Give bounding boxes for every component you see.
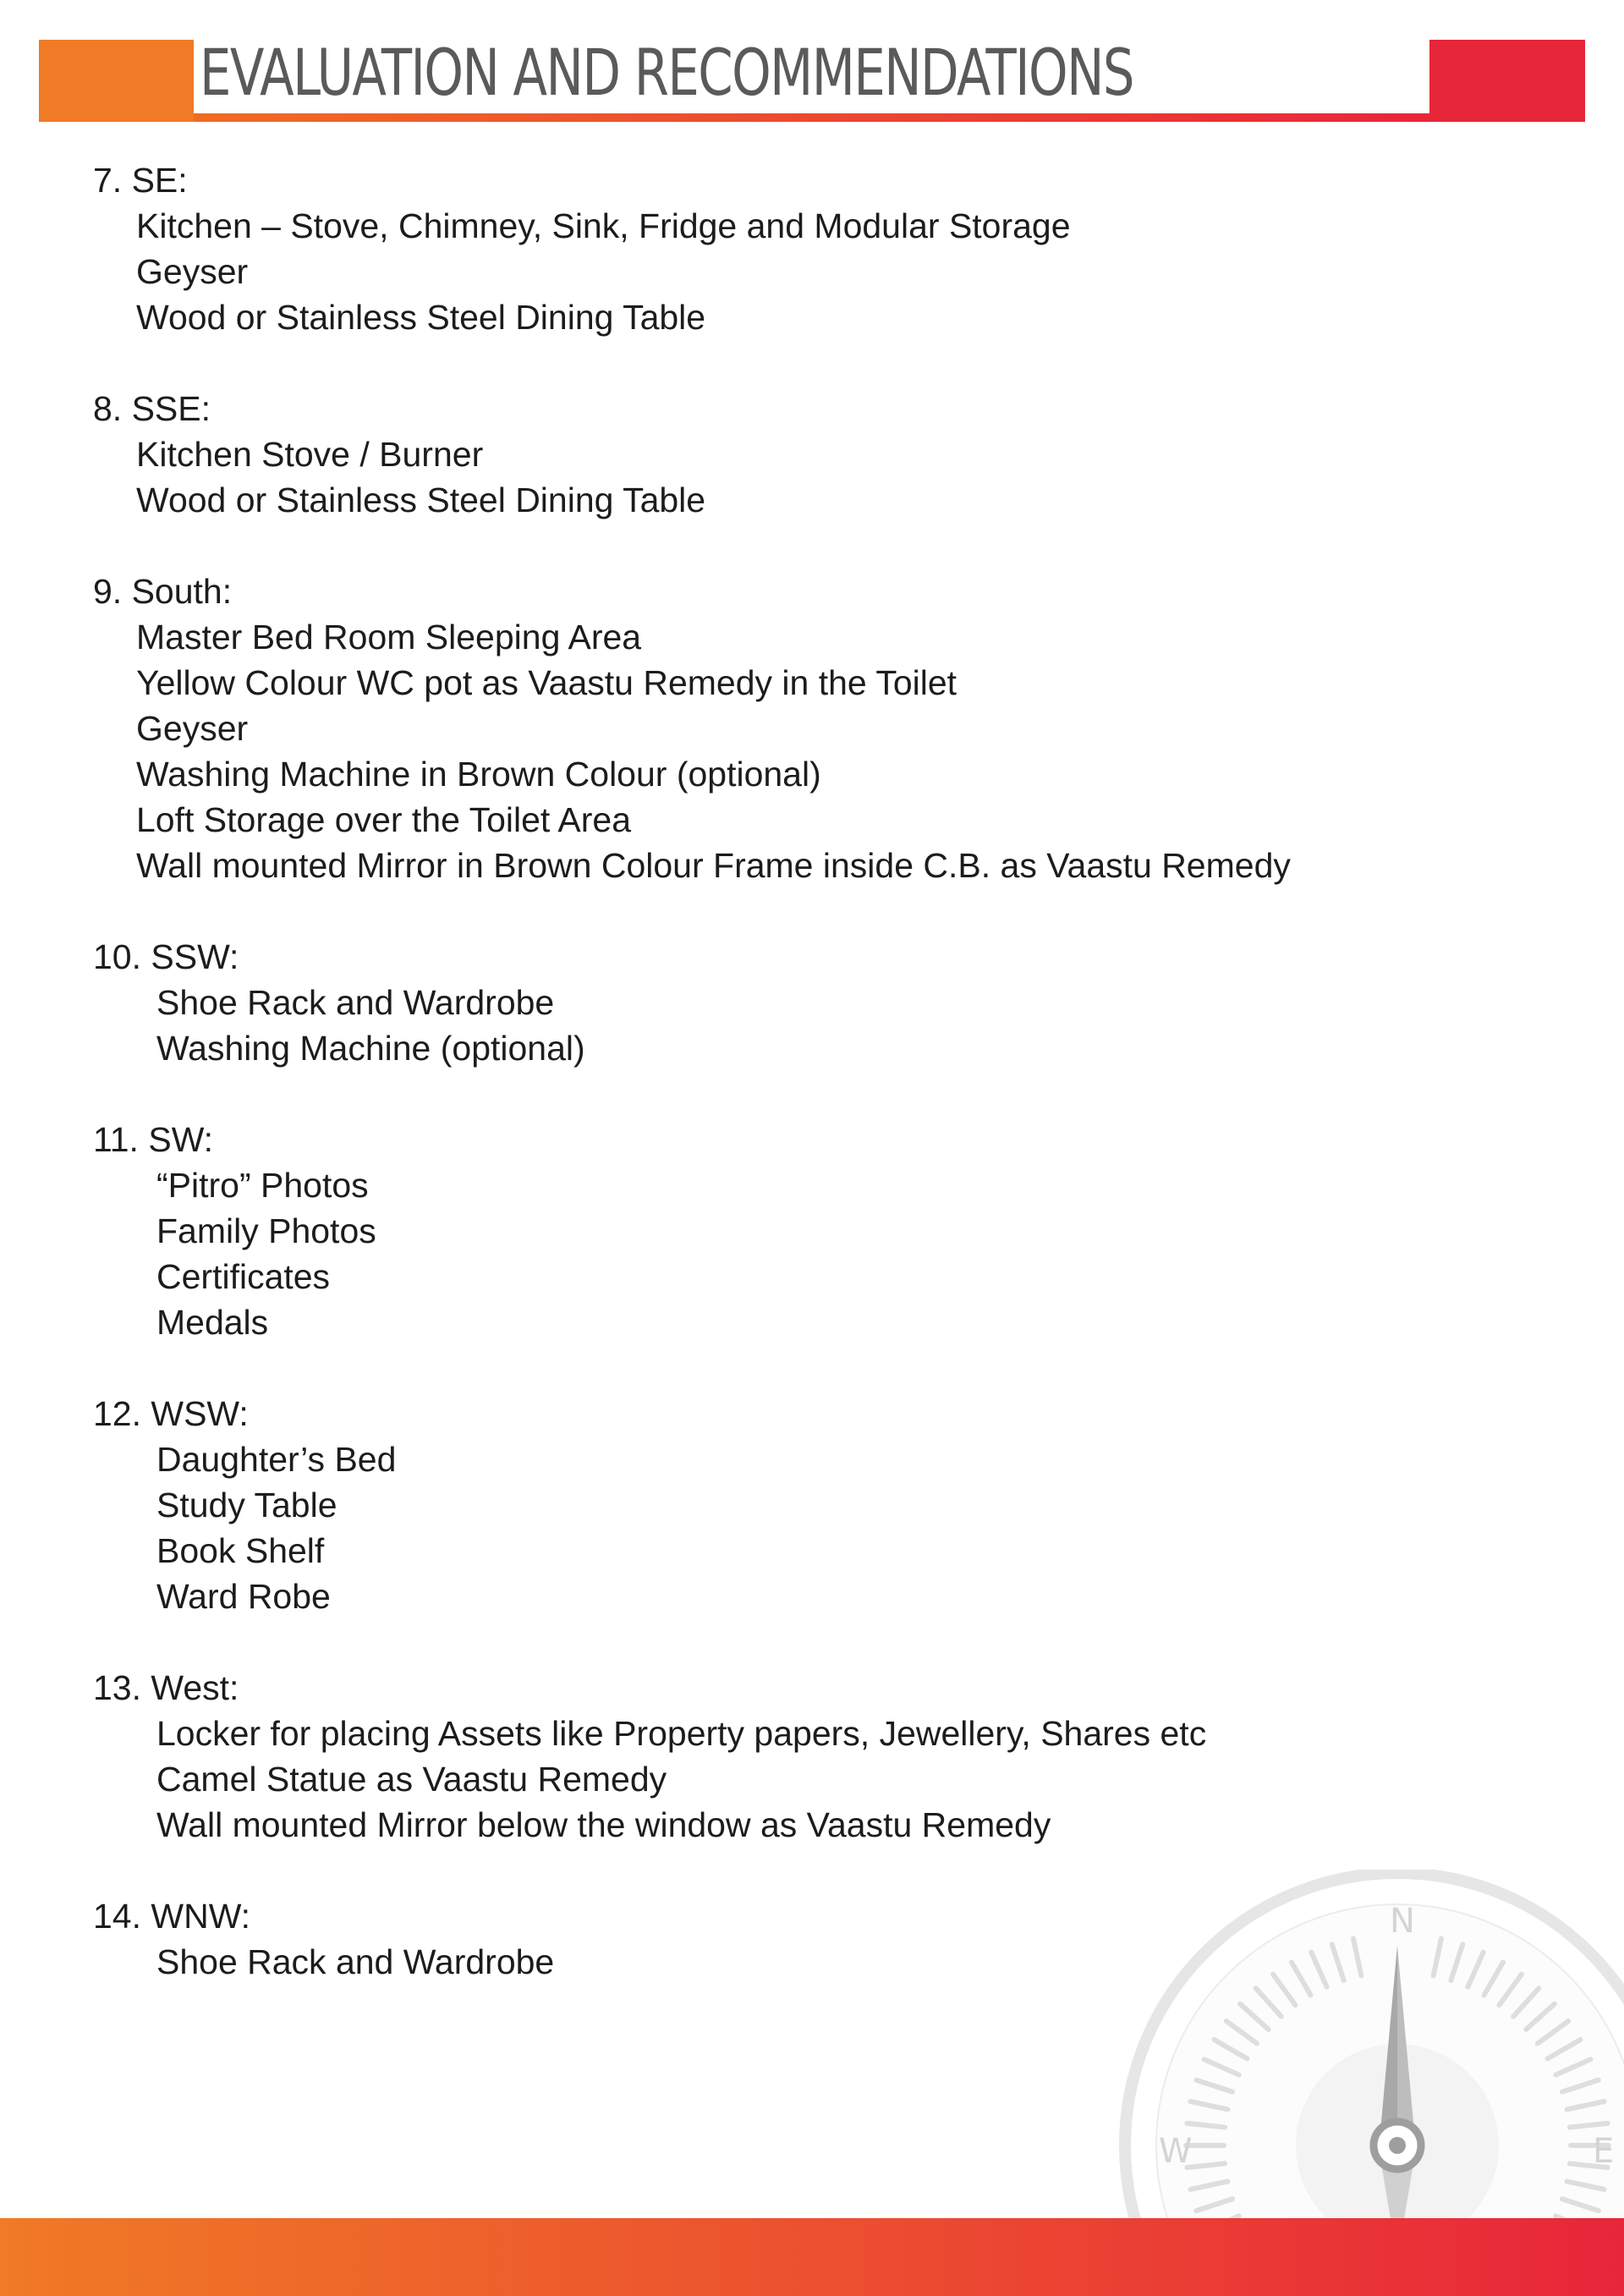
section-ssw: [93, 934, 1497, 1071]
list-item: Wood or Stainless Steel Dining Table: [136, 298, 706, 337]
list-item: Study Table: [156, 1486, 337, 1524]
item-list: [93, 1162, 1497, 1345]
section-heading: 14. WNW:: [93, 1897, 251, 1936]
section-heading: 11. SW:: [93, 1120, 214, 1159]
list-item: Washing Machine (optional): [156, 1029, 585, 1068]
footer-bar: [0, 2218, 1624, 2296]
list-item: Master Bed Room Sleeping Area: [136, 618, 642, 656]
list-item: “Pitro” Photos: [156, 1166, 369, 1205]
section-wsw: [93, 1391, 1497, 1619]
list-item: Washing Machine in Brown Colour (optional): [136, 755, 821, 794]
header-underline: [194, 113, 1429, 122]
compass-west-label: W: [1159, 2132, 1193, 2171]
item-list: [93, 1436, 1497, 1619]
header-red-block: [1429, 40, 1585, 122]
list-item: Ward Robe: [156, 1577, 331, 1616]
list-item: Wall mounted Mirror in Brown Colour Frame inside C.B. as Vaastu Remedy: [136, 846, 1291, 885]
compass-north-label: N: [1390, 1902, 1415, 1941]
section-south: [93, 569, 1497, 888]
section-heading: 12. WSW:: [93, 1394, 249, 1433]
item-list: [93, 1711, 1497, 1848]
list-item: Medals: [156, 1303, 269, 1342]
section-sse: [93, 386, 1497, 523]
list-item: Book Shelf: [156, 1531, 325, 1570]
section-se: [93, 157, 1497, 340]
list-item: Loft Storage over the Toilet Area: [136, 800, 632, 839]
list-item: Kitchen – Stove, Chimney, Sink, Fridge and Modular Storage: [136, 206, 1071, 245]
list-item: Locker for placing Assets like Property papers, Jewellery, Shares etc: [156, 1714, 1207, 1753]
list-item: Family Photos: [156, 1211, 376, 1250]
list-item: Shoe Rack and Wardrobe: [156, 1942, 555, 1981]
item-list: [93, 980, 1497, 1071]
compass-east-label: E: [1593, 2132, 1615, 2171]
list-item: Shoe Rack and Wardrobe: [156, 983, 555, 1022]
list-item: Geyser: [136, 252, 249, 291]
list-item: Wood or Stainless Steel Dining Table: [136, 481, 706, 519]
section-heading: 9. South:: [93, 572, 233, 611]
list-item: Yellow Colour WC pot as Vaastu Remedy in the Toilet: [136, 663, 957, 702]
section-heading: 10. SSW:: [93, 937, 239, 976]
item-list: [93, 203, 1497, 340]
page-title: EVALUATION AND RECOMMENDATIONS: [200, 35, 1133, 110]
list-item: Kitchen Stove / Burner: [136, 435, 484, 474]
item-list: [93, 431, 1497, 523]
list-item: Daughter’s Bed: [156, 1440, 397, 1479]
compass-icon: [1116, 1870, 1624, 2259]
list-item: Certificates: [156, 1257, 331, 1296]
section-heading: 8. SSE:: [93, 389, 211, 428]
recommendations-list: [93, 157, 1497, 2030]
item-list: [93, 614, 1497, 888]
list-item: Geyser: [136, 709, 249, 748]
list-item: Camel Statue as Vaastu Remedy: [156, 1760, 667, 1799]
list-item: Wall mounted Mirror below the window as Vaastu Remedy: [156, 1805, 1051, 1844]
section-heading: 7. SE:: [93, 161, 188, 200]
section-sw: [93, 1117, 1497, 1345]
header-orange-block: [39, 40, 194, 122]
section-west: [93, 1665, 1497, 1848]
section-heading: 13. West:: [93, 1668, 239, 1707]
